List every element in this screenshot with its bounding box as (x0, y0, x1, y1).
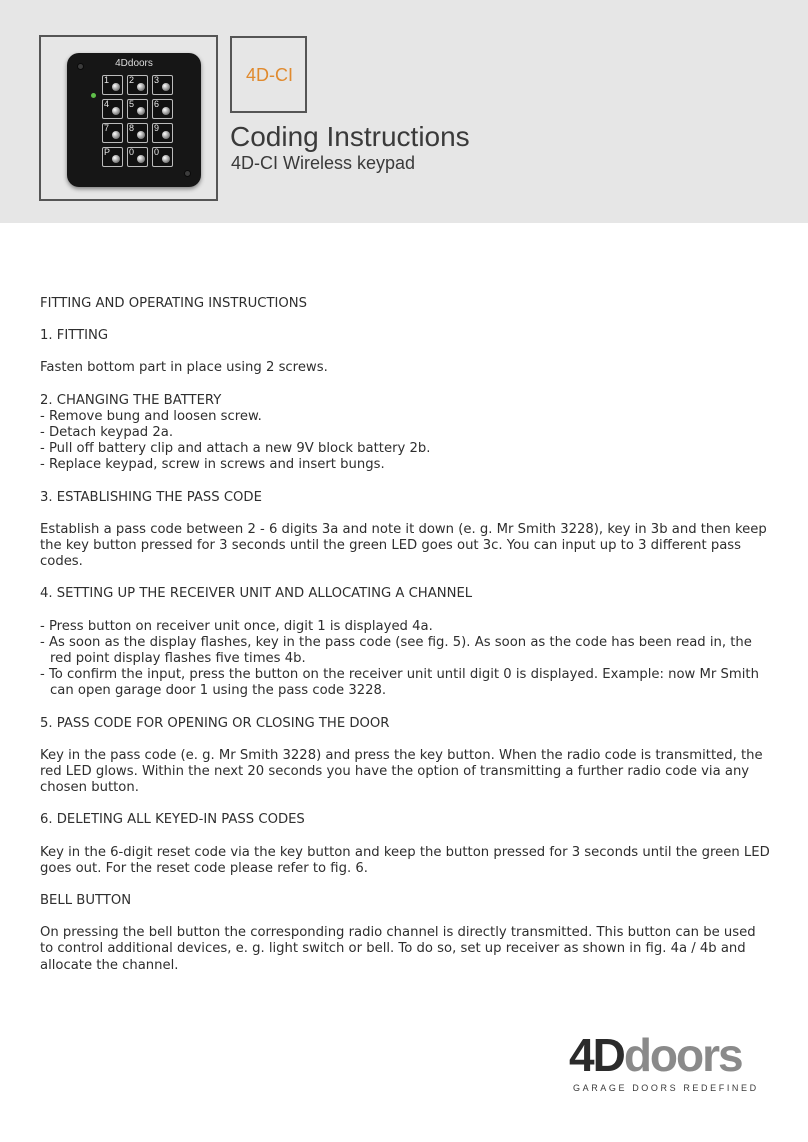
logo-doors-text: doors (623, 1029, 742, 1081)
product-photo-frame (39, 35, 218, 201)
main-heading: FITTING AND OPERATING INSTRUCTIONS (40, 296, 308, 311)
list-item: - Pull off battery clip and attach a new 9V block battery 2b. (40, 441, 431, 457)
keypad-key (152, 147, 173, 167)
keypad-key (102, 99, 123, 119)
keypad-photo (67, 53, 201, 187)
key-led-icon (162, 131, 170, 139)
keypad-key (152, 123, 173, 143)
keypad-key-label: 0 (154, 147, 160, 157)
keypad-key (127, 75, 148, 95)
key-led-icon (162, 107, 170, 115)
keypad-key (152, 75, 173, 95)
key-led-icon (162, 155, 170, 163)
keypad-brand-label: 4Ddoors (115, 58, 153, 69)
key-led-icon (162, 83, 170, 91)
section-heading-receiver: 4. SETTING UP THE RECEIVER UNIT AND ALLOCATING A CHANNEL (40, 586, 473, 602)
list-item: - Replace keypad, screw in screws and insert bungs. (40, 457, 385, 473)
key-led-icon (137, 107, 145, 115)
header-band (0, 0, 808, 223)
section-text-fitting: Fasten bottom part in place using 2 screws. (40, 360, 328, 376)
keypad-key-grid (102, 75, 175, 169)
key-led-icon (137, 155, 145, 163)
keypad-key (127, 147, 148, 167)
receiver-steps-list (40, 619, 770, 700)
key-led-icon (112, 131, 120, 139)
keypad-key (127, 99, 148, 119)
model-code-box (230, 36, 307, 113)
list-item: - As soon as the display flashes, key in the pass code (see fig. 5). As soon as the code has been read in, the red point display flashes five times 4b. (40, 634, 752, 667)
section-heading-open-close: 5. PASS CODE FOR OPENING OR CLOSING THE DOOR (40, 715, 390, 731)
section-heading-fitting: 1. FITTING (40, 328, 109, 344)
document-subtitle: 4D-CI Wireless keypad (231, 153, 416, 173)
section-text-open-close: Key in the pass code (e. g. Mr Smith 3228) and press the key button. When the radio code is transmitted, the red LED glows. Within the next 20 seconds you have the option of transmitting a further radio code via any chosen button. (40, 747, 763, 796)
keypad-key-label: P (104, 147, 111, 157)
keypad-key (102, 147, 123, 167)
keypad-key-label: 5 (129, 99, 135, 109)
keypad-key-label: 9 (154, 123, 160, 133)
keypad-key-label: 2 (129, 75, 135, 85)
keypad-key (102, 123, 123, 143)
keypad-key-label: 8 (129, 123, 135, 133)
list-item: - Detach keypad 2a. (40, 425, 174, 441)
battery-steps-list (40, 409, 770, 474)
keypad-key-label: 0 (129, 147, 135, 157)
model-code-label: 4D-CI (245, 65, 293, 85)
section-text-delete: Key in the 6-digit reset code via the key button and keep the button pressed for 3 seconds until the green LED goes out. For the reset code please refer to fig. 6. (40, 844, 770, 876)
section-heading-pass-code: 3. ESTABLISHING THE PASS CODE (40, 489, 262, 505)
brand-tagline: GARAGE DOORS REDEFINED (573, 1083, 759, 1093)
keypad-key (152, 99, 173, 119)
list-item: - Remove bung and loosen screw. (40, 408, 262, 424)
key-led-icon (137, 131, 145, 139)
key-led-icon (112, 107, 120, 115)
document-title: Coding Instructions (230, 121, 470, 152)
list-item: - To confirm the input, press the button on the receiver unit until digit 0 is displayed. Example: now Mr Smith can open garage door 1 using the pass code 3228. (40, 667, 759, 699)
keypad-key-label: 1 (104, 75, 110, 85)
keypad-key-label: 3 (154, 75, 160, 85)
section-text-bell: On pressing the bell button the corresponding radio channel is directly transmitted. This button can be used to control additional devices, e. g. light switch or bell. To do so, set up receiver as shown in fig. 4a / 4b and allocate the channel. (40, 925, 756, 973)
brand-logo-mark (569, 1029, 742, 1081)
screw-hole-icon (184, 170, 191, 177)
key-led-icon (112, 155, 120, 163)
key-led-icon (112, 83, 120, 91)
keypad-key-label: 7 (104, 123, 110, 133)
status-led-icon (91, 93, 96, 98)
section-heading-bell: BELL BUTTON (40, 893, 132, 909)
keypad-key-label: 4 (104, 99, 110, 109)
brand-logo (569, 1029, 759, 1102)
section-heading-delete: 6. DELETING ALL KEYED-IN PASS CODES (40, 812, 305, 828)
keypad-key (127, 123, 148, 143)
section-text-pass-code: Establish a pass code between 2 - 6 digits 3a and note it down (e. g. Mr Smith 3228), key in 3b and then keep the key button pressed for 3 seconds until the green LED goes out 3c. You can input up to 3 different pass codes. (40, 521, 767, 570)
logo-4d-text: 4D (569, 1029, 624, 1081)
key-led-icon (137, 83, 145, 91)
list-item: - Press button on receiver unit once, digit 1 is displayed 4a. (40, 618, 433, 634)
section-heading-battery: 2. CHANGING THE BATTERY (40, 392, 222, 408)
keypad-key-label: 6 (154, 99, 160, 109)
instructions-body (40, 296, 770, 974)
keypad-key (102, 75, 123, 95)
